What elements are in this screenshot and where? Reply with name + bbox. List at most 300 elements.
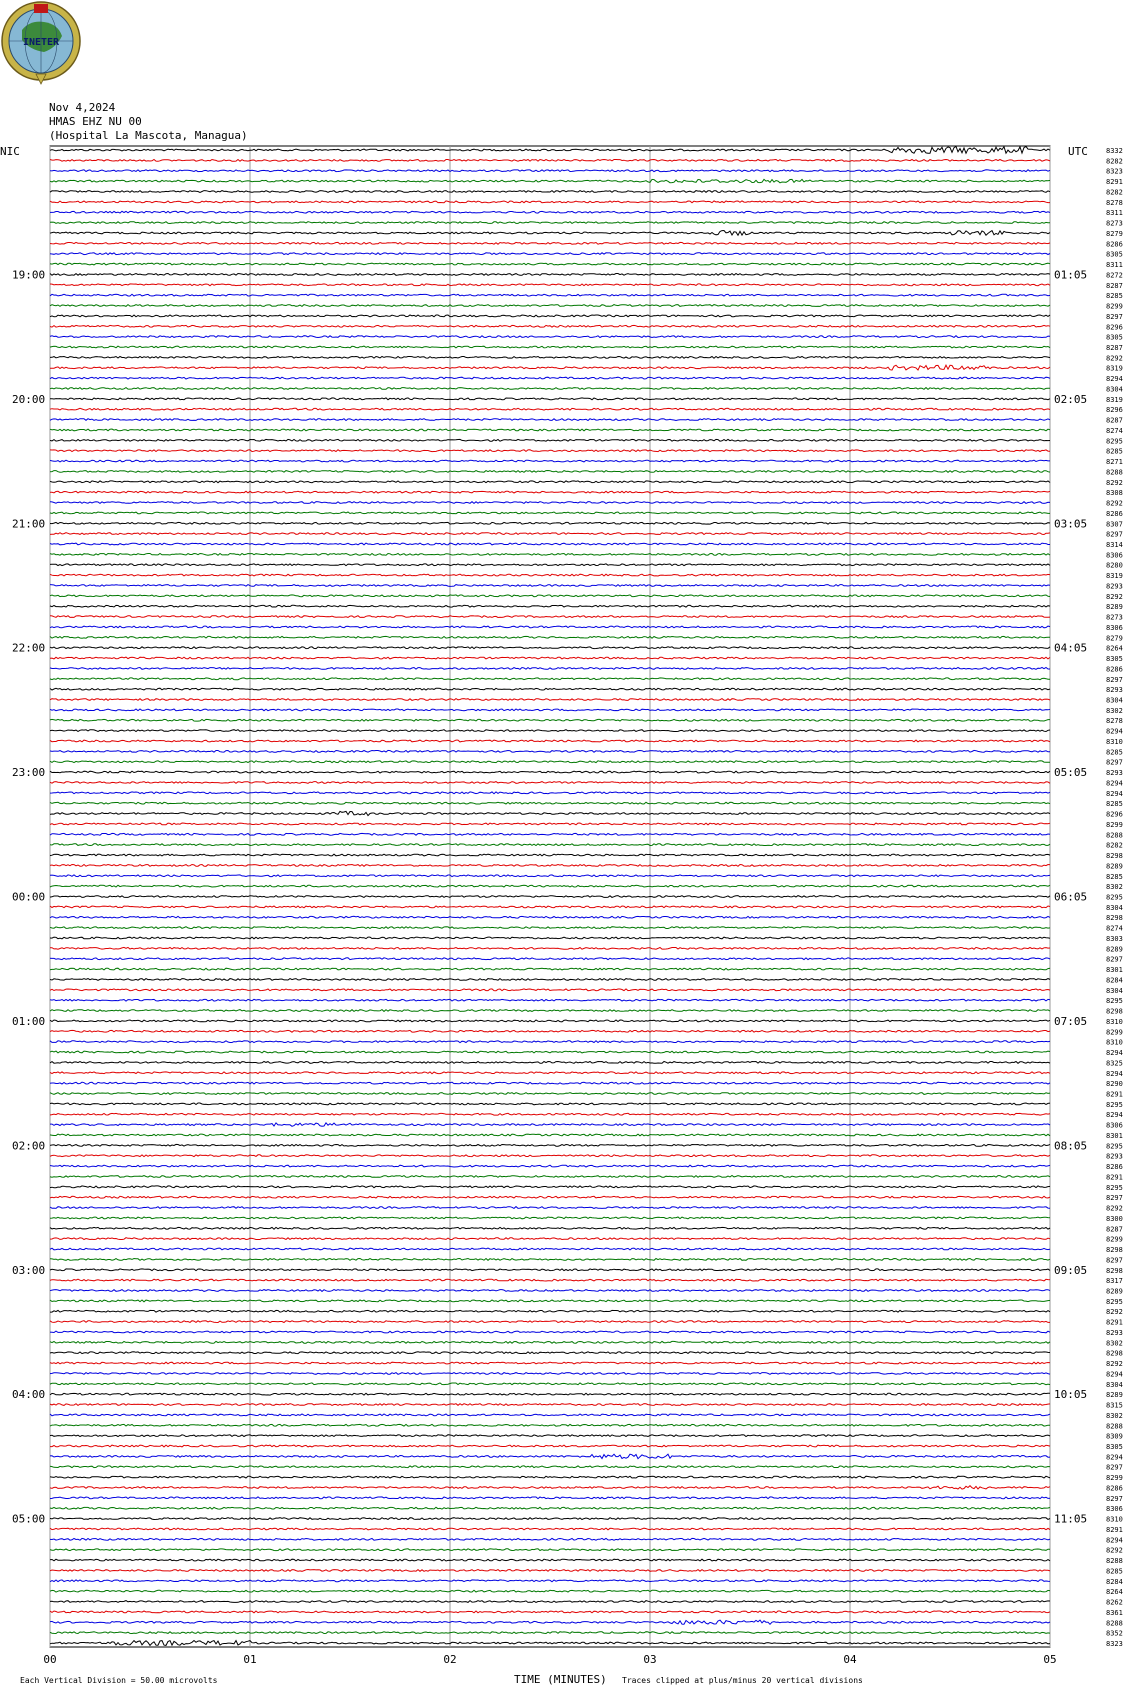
trace-level-label: 8303 <box>1106 934 1123 943</box>
seismic-trace <box>50 222 1050 224</box>
seismic-trace <box>50 1144 1050 1146</box>
x-tick-label: 01 <box>243 1653 257 1666</box>
trace-level-label: 8306 <box>1106 1121 1123 1130</box>
seismic-trace <box>50 585 1050 587</box>
right-time-label: 08:05 <box>1054 1139 1088 1153</box>
trace-level-label: 8310 <box>1106 737 1123 746</box>
trace-level-label: 8299 <box>1106 1028 1123 1037</box>
trace-level-label: 8308 <box>1106 489 1123 498</box>
seismic-trace <box>50 688 1050 690</box>
seismic-trace <box>50 1580 1050 1582</box>
left-time-label: 00:00 <box>12 890 46 904</box>
right-time-label: 07:05 <box>1054 1014 1088 1028</box>
trace-level-label: 8319 <box>1106 395 1123 404</box>
seismic-trace <box>50 1549 1050 1551</box>
trace-level-label: 8274 <box>1106 924 1123 933</box>
trace-level-label: 8304 <box>1106 385 1123 394</box>
seismic-trace <box>50 502 1050 504</box>
trace-level-label: 8299 <box>1106 1235 1123 1244</box>
seismic-trace <box>50 1352 1050 1354</box>
trace-level-label: 8292 <box>1106 499 1123 508</box>
trace-level-label: 8271 <box>1106 458 1123 467</box>
seismic-trace <box>50 1373 1050 1375</box>
left-time-label: 22:00 <box>12 641 46 655</box>
trace-level-label: 8292 <box>1106 1308 1123 1317</box>
trace-level-label: 8305 <box>1106 1443 1123 1452</box>
trace-level-label: 8306 <box>1106 1505 1123 1514</box>
trace-level-label: 8284 <box>1106 1577 1123 1586</box>
trace-level-label: 8297 <box>1106 1494 1123 1503</box>
seismic-trace <box>50 1466 1050 1468</box>
seismic-trace <box>50 1010 1050 1012</box>
seismic-trace <box>50 419 1050 421</box>
seismic-trace <box>50 398 1050 400</box>
seismic-trace <box>50 1176 1050 1178</box>
trace-level-label: 8294 <box>1106 375 1123 384</box>
trace-level-label: 8294 <box>1106 779 1123 788</box>
trace-level-label: 8297 <box>1106 312 1123 321</box>
trace-level-label: 8314 <box>1106 540 1123 549</box>
trace-level-label: 8279 <box>1106 229 1123 238</box>
seismic-trace <box>50 1404 1050 1406</box>
seismic-trace <box>50 626 1050 628</box>
seismic-trace <box>50 709 1050 711</box>
seismic-trace <box>50 512 1050 514</box>
seismic-trace <box>50 927 1050 929</box>
seismic-trace <box>50 647 1050 649</box>
seismic-trace <box>50 1248 1050 1250</box>
seismic-trace <box>50 1393 1050 1395</box>
trace-level-label: 8294 <box>1106 1049 1123 1058</box>
left-timezone-label: NIC <box>0 145 20 158</box>
trace-level-label: 8299 <box>1106 820 1123 829</box>
trace-level-label: 8319 <box>1106 364 1123 373</box>
seismic-trace <box>50 1113 1050 1115</box>
trace-level-label: 8291 <box>1106 178 1123 187</box>
trace-level-label: 8296 <box>1106 323 1123 332</box>
seismic-trace <box>50 1207 1050 1209</box>
seismic-trace <box>50 147 1050 154</box>
seismic-trace <box>50 1570 1050 1572</box>
trace-level-label: 8264 <box>1106 644 1123 653</box>
trace-level-label: 8323 <box>1106 167 1123 176</box>
trace-level-label: 8295 <box>1106 1100 1123 1109</box>
x-tick-label: 03 <box>643 1653 657 1666</box>
seismic-trace <box>50 605 1050 607</box>
trace-level-label: 8297 <box>1106 1463 1123 1472</box>
trace-level-label: 8302 <box>1106 1411 1123 1420</box>
trace-level-label: 8292 <box>1106 1360 1123 1369</box>
trace-level-label: 8298 <box>1106 1007 1123 1016</box>
seismic-trace <box>50 699 1050 701</box>
left-time-label: 21:00 <box>12 517 46 531</box>
seismic-trace <box>50 450 1050 452</box>
seismic-trace <box>50 1518 1050 1520</box>
x-tick-label: 04 <box>843 1653 857 1666</box>
trace-level-label: 8288 <box>1106 1557 1123 1566</box>
seismic-trace <box>50 1611 1050 1613</box>
seismic-trace <box>50 336 1050 338</box>
seismic-trace <box>50 305 1050 307</box>
trace-level-label: 8297 <box>1106 1194 1123 1203</box>
trace-level-label: 8294 <box>1106 789 1123 798</box>
seismic-trace <box>50 284 1050 286</box>
trace-level-label: 8295 <box>1106 1297 1123 1306</box>
trace-level-label: 8273 <box>1106 613 1123 622</box>
seismic-trace <box>50 377 1050 379</box>
seismic-trace <box>50 792 1050 794</box>
trace-level-label: 8306 <box>1106 623 1123 632</box>
right-time-label: 01:05 <box>1054 268 1088 282</box>
seismic-trace <box>50 1341 1050 1343</box>
trace-level-label: 8307 <box>1106 520 1123 529</box>
trace-level-label: 8299 <box>1106 1474 1123 1483</box>
seismic-trace <box>50 365 1050 370</box>
trace-level-label: 8300 <box>1106 1214 1123 1223</box>
seismic-trace <box>50 429 1050 431</box>
trace-level-label: 8288 <box>1106 831 1123 840</box>
trace-level-label: 8304 <box>1106 696 1123 705</box>
seismic-trace <box>50 574 1050 576</box>
trace-level-label: 8292 <box>1106 1204 1123 1213</box>
seismic-trace <box>50 1062 1050 1064</box>
seismic-trace <box>50 595 1050 597</box>
trace-level-label: 8295 <box>1106 437 1123 446</box>
trace-level-label: 8305 <box>1106 250 1123 259</box>
seismic-trace <box>50 1362 1050 1364</box>
seismic-trace <box>50 491 1050 493</box>
seismic-trace <box>50 460 1050 462</box>
seismic-trace <box>50 170 1050 172</box>
trace-level-label: 8287 <box>1106 1225 1123 1234</box>
trace-level-label: 8295 <box>1106 997 1123 1006</box>
seismic-trace <box>50 1082 1050 1084</box>
trace-level-label: 8292 <box>1106 1546 1123 1555</box>
seismic-trace <box>50 1445 1050 1447</box>
seismic-trace <box>50 1601 1050 1603</box>
seismic-trace <box>50 668 1050 670</box>
seismic-trace <box>50 1632 1050 1634</box>
seismic-trace <box>50 937 1050 939</box>
seismic-trace <box>50 1528 1050 1530</box>
seismic-trace <box>50 1559 1050 1561</box>
trace-level-label: 8317 <box>1106 1277 1123 1286</box>
left-time-label: 05:00 <box>12 1512 46 1526</box>
trace-level-label: 8304 <box>1106 1380 1123 1389</box>
ineter-logo <box>2 2 80 84</box>
left-time-label: 02:00 <box>12 1139 46 1153</box>
seismic-trace <box>50 1217 1050 1219</box>
seismic-trace <box>50 678 1050 680</box>
trace-level-label: 8287 <box>1106 281 1123 290</box>
trace-level-label: 8297 <box>1106 675 1123 684</box>
trace-level-label: 8310 <box>1106 1017 1123 1026</box>
trace-level-label: 8282 <box>1106 188 1123 197</box>
trace-level-label: 8285 <box>1106 1567 1123 1576</box>
left-time-labels <box>12 268 45 1525</box>
seismic-trace <box>50 1279 1050 1281</box>
seismic-trace <box>50 761 1050 763</box>
trace-level-label: 8274 <box>1106 426 1123 435</box>
seismic-trace <box>50 388 1050 390</box>
seismic-trace <box>50 1290 1050 1292</box>
x-tick-label: 00 <box>43 1653 57 1666</box>
seismic-trace <box>50 1051 1050 1053</box>
seismic-trace <box>50 1507 1050 1509</box>
trace-level-labels <box>1106 147 1123 1648</box>
seismic-trace <box>50 999 1050 1001</box>
seismic-trace <box>50 1196 1050 1198</box>
seismic-trace <box>50 823 1050 825</box>
seismic-trace <box>50 253 1050 255</box>
seismic-trace <box>50 346 1050 348</box>
trace-level-label: 8289 <box>1106 1391 1123 1400</box>
trace-level-label: 8285 <box>1106 872 1123 881</box>
right-time-label: 09:05 <box>1054 1263 1088 1277</box>
seismic-trace <box>50 1300 1050 1302</box>
seismic-trace <box>50 160 1050 162</box>
trace-level-label: 8310 <box>1106 1515 1123 1524</box>
trace-level-label: 8299 <box>1106 302 1123 311</box>
trace-level-label: 8298 <box>1106 852 1123 861</box>
seismic-trace <box>50 1041 1050 1043</box>
trace-level-label: 8292 <box>1106 478 1123 487</box>
trace-level-label: 8361 <box>1106 1608 1123 1617</box>
seismic-trace <box>50 274 1050 276</box>
x-axis-ticks <box>43 1653 1056 1666</box>
seismic-trace <box>50 1134 1050 1136</box>
trace-level-label: 8293 <box>1106 769 1123 778</box>
station-code: HMAS EHZ NU 00 <box>49 115 142 128</box>
seismic-trace <box>50 1269 1050 1271</box>
seismic-trace <box>50 844 1050 846</box>
trace-level-label: 8297 <box>1106 955 1123 964</box>
trace-level-label: 8293 <box>1106 686 1123 695</box>
trace-level-label: 8323 <box>1106 1640 1123 1648</box>
trace-level-label: 8297 <box>1106 530 1123 539</box>
right-time-labels <box>1054 268 1087 1525</box>
trace-level-label: 8289 <box>1106 1287 1123 1296</box>
seismic-trace <box>50 315 1050 317</box>
trace-level-label: 8285 <box>1106 447 1123 456</box>
trace-level-label: 8302 <box>1106 706 1123 715</box>
seismic-trace <box>50 543 1050 545</box>
seismic-trace <box>50 564 1050 566</box>
trace-level-label: 8289 <box>1106 945 1123 954</box>
trace-level-label: 8311 <box>1106 209 1123 218</box>
seismic-trace <box>50 1435 1050 1437</box>
trace-level-label: 8325 <box>1106 1059 1123 1068</box>
seismic-trace <box>50 242 1050 244</box>
seismic-trace <box>50 1093 1050 1095</box>
trace-level-label: 8291 <box>1106 1173 1123 1182</box>
trace-level-label: 8288 <box>1106 468 1123 477</box>
trace-level-label: 8286 <box>1106 240 1123 249</box>
x-tick-label: 02 <box>443 1653 457 1666</box>
seismic-trace <box>50 947 1050 949</box>
seismic-trace <box>50 782 1050 784</box>
trace-level-label: 8262 <box>1106 1598 1123 1607</box>
trace-level-label: 8285 <box>1106 748 1123 757</box>
trace-level-label: 8304 <box>1106 903 1123 912</box>
trace-level-label: 8319 <box>1106 572 1123 581</box>
seismic-trace <box>50 616 1050 618</box>
seismic-trace <box>50 875 1050 877</box>
seismic-trace <box>50 1424 1050 1426</box>
seismic-trace <box>50 802 1050 804</box>
right-time-label: 02:05 <box>1054 392 1088 406</box>
seismic-trace <box>50 1414 1050 1416</box>
seismic-trace <box>50 1123 1050 1127</box>
trace-level-label: 8294 <box>1106 1453 1123 1462</box>
seismic-trace <box>50 1227 1050 1229</box>
seismic-trace <box>50 906 1050 908</box>
seismic-trace <box>50 719 1050 721</box>
seismic-trace <box>50 811 1050 815</box>
seismic-trace <box>50 179 1050 182</box>
right-time-label: 05:05 <box>1054 766 1088 780</box>
seismic-trace <box>50 740 1050 742</box>
right-time-label: 11:05 <box>1054 1512 1088 1526</box>
left-time-label: 03:00 <box>12 1263 46 1277</box>
seismic-trace <box>50 1165 1050 1167</box>
trace-level-label: 8297 <box>1106 1256 1123 1265</box>
seismic-trace <box>50 1238 1050 1240</box>
trace-level-label: 8288 <box>1106 1619 1123 1628</box>
seismic-trace <box>50 231 1050 236</box>
right-time-label: 06:05 <box>1054 890 1088 904</box>
trace-level-label: 8291 <box>1106 1090 1123 1099</box>
seismic-trace <box>50 294 1050 296</box>
left-time-label: 01:00 <box>12 1014 46 1028</box>
clip-note: Traces clipped at plus/minus 20 vertical divisions <box>622 1676 863 1685</box>
trace-level-label: 8332 <box>1106 147 1123 155</box>
trace-level-label: 8286 <box>1106 1163 1123 1172</box>
station-location: (Hospital La Mascota, Managua) <box>49 129 248 142</box>
left-time-label: 23:00 <box>12 766 46 780</box>
seismic-trace <box>50 211 1050 213</box>
seismic-trace <box>50 968 1050 970</box>
right-time-label: 03:05 <box>1054 517 1088 531</box>
left-time-label: 19:00 <box>12 268 46 282</box>
seismic-trace <box>50 1186 1050 1188</box>
seismic-trace <box>50 522 1050 524</box>
right-time-label: 04:05 <box>1054 641 1088 655</box>
trace-level-label: 8293 <box>1106 1152 1123 1161</box>
seismic-trace <box>50 554 1050 556</box>
seismic-trace <box>50 885 1050 887</box>
trace-level-label: 8302 <box>1106 1339 1123 1348</box>
trace-level-label: 8291 <box>1106 1525 1123 1534</box>
right-time-label: 10:05 <box>1054 1388 1088 1402</box>
trace-level-label: 8298 <box>1106 914 1123 923</box>
seismic-trace <box>50 916 1050 918</box>
trace-level-label: 8282 <box>1106 841 1123 850</box>
trace-level-label: 8272 <box>1106 271 1123 280</box>
seismic-trace <box>50 657 1050 659</box>
left-time-label: 20:00 <box>12 392 46 406</box>
trace-level-label: 8273 <box>1106 219 1123 228</box>
trace-level-label: 8285 <box>1106 800 1123 809</box>
seismic-trace <box>50 1259 1050 1261</box>
seismic-trace <box>50 1454 1050 1459</box>
seismic-trace <box>50 1497 1050 1499</box>
seismic-trace <box>50 533 1050 535</box>
trace-level-label: 8287 <box>1106 343 1123 352</box>
x-axis-title: TIME (MINUTES) <box>514 1673 607 1686</box>
trace-level-label: 8292 <box>1106 592 1123 601</box>
trace-level-label: 8290 <box>1106 1080 1123 1089</box>
seismic-trace <box>50 833 1050 835</box>
trace-level-label: 8304 <box>1106 986 1123 995</box>
trace-level-label: 8284 <box>1106 976 1123 985</box>
trace-level-label: 8305 <box>1106 333 1123 342</box>
trace-level-label: 8286 <box>1106 509 1123 518</box>
trace-level-label: 8311 <box>1106 261 1123 270</box>
trace-level-label: 8315 <box>1106 1401 1123 1410</box>
trace-level-label: 8294 <box>1106 1536 1123 1545</box>
seismic-trace <box>50 1072 1050 1074</box>
trace-level-label: 8293 <box>1106 1328 1123 1337</box>
left-time-label: 04:00 <box>12 1388 46 1402</box>
trace-level-label: 8294 <box>1106 1111 1123 1120</box>
trace-level-label: 8278 <box>1106 198 1123 207</box>
trace-level-label: 8310 <box>1106 1038 1123 1047</box>
seismic-trace <box>50 1590 1050 1592</box>
seismic-trace <box>50 1331 1050 1333</box>
trace-level-label: 8298 <box>1106 1246 1123 1255</box>
seismic-trace <box>50 750 1050 752</box>
plot-date: Nov 4,2024 <box>49 101 116 114</box>
trace-level-label: 8302 <box>1106 883 1123 892</box>
seismic-trace <box>50 357 1050 359</box>
seismic-trace <box>50 730 1050 732</box>
trace-level-label: 8278 <box>1106 717 1123 726</box>
trace-level-label: 8294 <box>1106 727 1123 736</box>
x-tick-label: 05 <box>1043 1653 1057 1666</box>
seismic-trace <box>50 636 1050 638</box>
seismic-trace <box>50 989 1050 991</box>
trace-level-label: 8294 <box>1106 1069 1123 1078</box>
seismic-trace <box>50 1486 1050 1489</box>
trace-layer <box>50 147 1050 1646</box>
trace-level-label: 8282 <box>1106 157 1123 166</box>
seismic-trace <box>50 1155 1050 1157</box>
trace-level-label: 8296 <box>1106 406 1123 415</box>
seismic-trace <box>50 1103 1050 1105</box>
seismic-trace <box>50 979 1050 981</box>
seismic-trace <box>50 854 1050 856</box>
trace-level-label: 8352 <box>1106 1629 1123 1638</box>
trace-level-label: 8286 <box>1106 665 1123 674</box>
seismic-trace <box>50 191 1050 193</box>
trace-level-label: 8295 <box>1106 1183 1123 1192</box>
trace-level-label: 8298 <box>1106 1349 1123 1358</box>
seismic-trace <box>50 481 1050 483</box>
trace-level-label: 8295 <box>1106 1142 1123 1151</box>
trace-level-label: 8309 <box>1106 1432 1123 1441</box>
trace-level-label: 8295 <box>1106 893 1123 902</box>
trace-level-label: 8289 <box>1106 603 1123 612</box>
trace-level-label: 8280 <box>1106 561 1123 570</box>
seismic-trace <box>50 1476 1050 1478</box>
trace-level-label: 8298 <box>1106 1266 1123 1275</box>
trace-level-label: 8279 <box>1106 634 1123 643</box>
seismic-trace <box>50 1310 1050 1312</box>
trace-level-label: 8289 <box>1106 862 1123 871</box>
trace-level-label: 8285 <box>1106 292 1123 301</box>
seismic-trace <box>50 865 1050 867</box>
